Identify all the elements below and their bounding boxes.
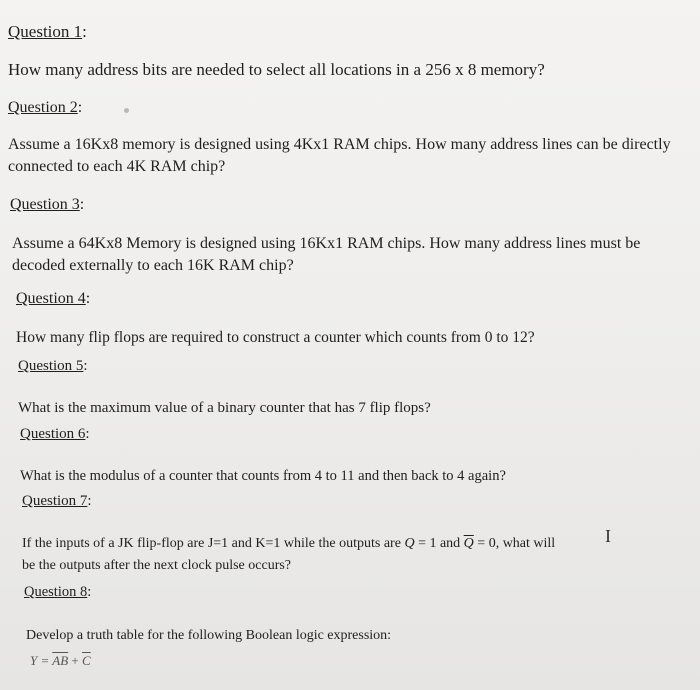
question-2-label: Question 2 [8,99,78,116]
question-8-text: Develop a truth table for the following Boolean logic expression: [26,628,392,643]
question-6-heading: Question 6: [20,426,90,442]
question-5-label: Question 5 [18,358,84,374]
question-2-text: Assume a 16Kx8 memory is designed using 4Kx1 RAM chips. How many address lines can be directly connected to each 4K RAM chip? [8,136,671,175]
question-4-label: Question 4 [16,290,86,307]
question-7-label: Question 7 [22,493,88,509]
q-bar-output: $\overline{Q}$ [463,536,474,551]
question-2-heading: Question 2: [8,99,83,116]
question-1-text: How many address bits are needed to select all locations in a 256 x 8 memory? [8,60,545,79]
question-1-heading: Question 1: [8,22,87,41]
question-1-label: Question 1 [8,22,83,41]
text-cursor-icon: I [605,526,611,546]
question-5-heading: Question 5: [18,358,88,374]
question-6-text: What is the modulus of a counter that counts from 4 to 11 and then back to 4 again? [20,468,506,484]
boolean-expression: $Y = \overline{AB} + \overline{C}$ [30,653,91,668]
question-3-label: Question 3 [10,196,80,213]
question-3-heading: Question 3: [10,196,85,213]
question-3-text: Assume a 64Kx8 Memory is designed using 16Kx1 RAM chips. How many address lines must be decoded externally to each 16K RAM chip? [12,235,641,274]
stray-dot [124,108,129,113]
question-6-label: Question 6 [20,426,86,442]
question-8-label: Question 8 [24,584,88,600]
q-output: Q [404,536,415,551]
question-4-heading: Question 4: [16,290,91,307]
question-8-heading: Question 8: [24,584,92,600]
question-7-text-line-1: If the inputs of a JK flip-flop are J=1 and K=1 while the outputs are Q = 1 and $\overline{Q} = 0$, what will [22,536,556,551]
question-7-text-line-2: be the outputs after the next clock pulse occurs? [22,558,292,573]
question-7-heading: Question 7: [22,493,92,509]
question-5-text: What is the maximum value of a binary counter that has 7 flip flops? [18,400,431,416]
question-4-text: How many flip flops are required to construct a counter which counts from 0 to 12? [16,329,535,346]
